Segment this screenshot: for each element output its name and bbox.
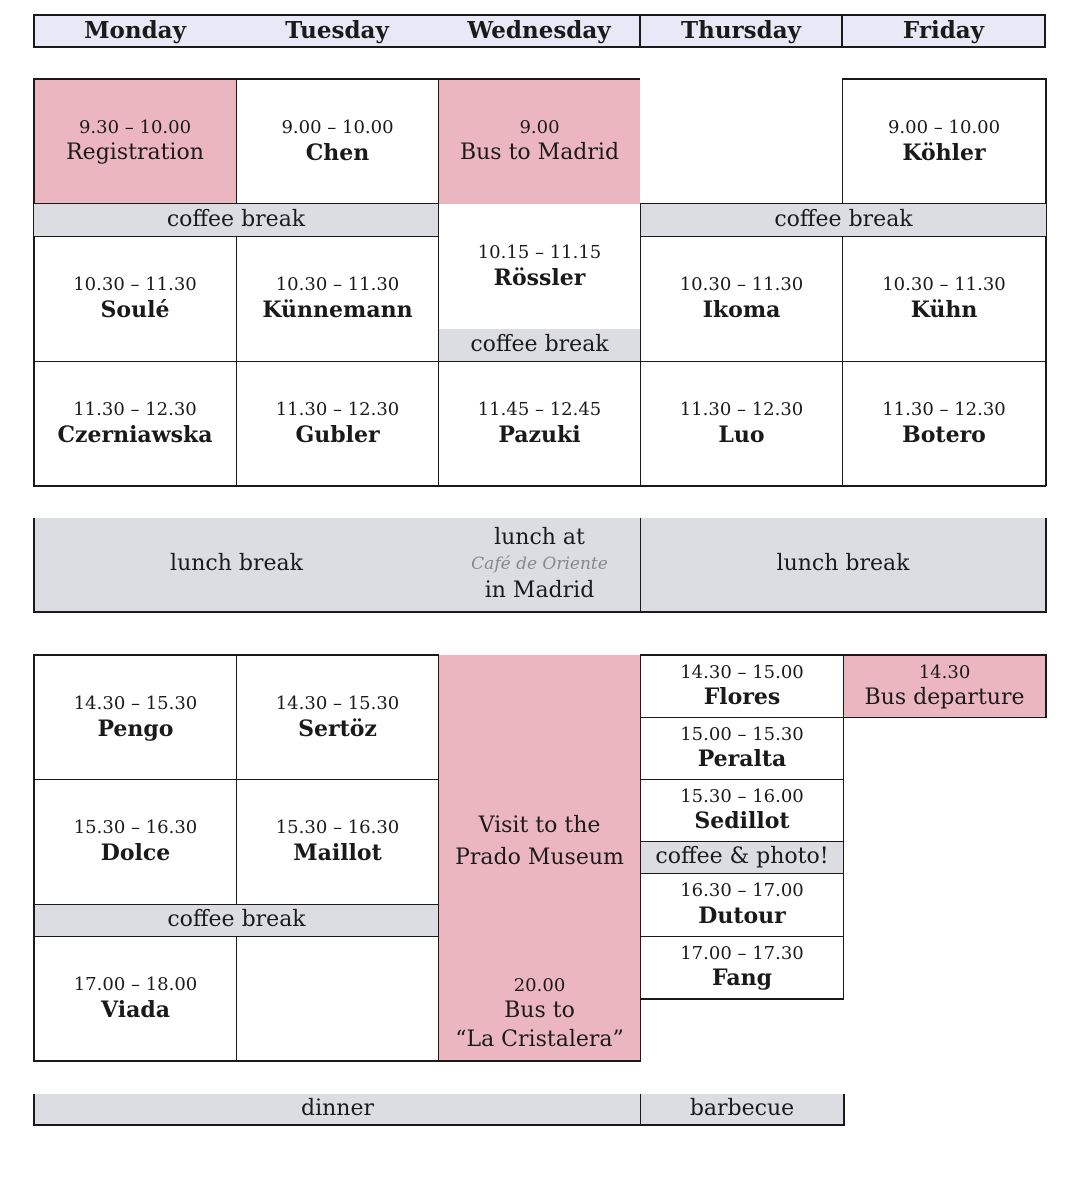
session-wed-3: [439, 362, 640, 485]
session-time: 10.15 – 11.15: [477, 241, 602, 263]
cafe-name: Café de Oriente: [471, 554, 608, 575]
coffee-photo-label: coffee & photo!: [641, 842, 843, 873]
session-mon-2: [34, 237, 236, 361]
grid-line: [1045, 78, 1047, 486]
session-tue-5: [237, 780, 438, 904]
day-header-friday: Friday: [902, 17, 985, 45]
speaker-name: Ikoma: [702, 297, 781, 324]
session-time: 11.30 – 12.30: [73, 398, 197, 420]
session-time: 15.30 – 16.00: [680, 785, 804, 807]
header-divider: [639, 14, 641, 48]
session-thu-8: [641, 937, 843, 998]
grid-line: [236, 936, 237, 1062]
speaker-name: Köhler: [902, 140, 986, 167]
session-time: 14.30 – 15.30: [275, 692, 400, 714]
session-time: 15.00 – 15.30: [680, 723, 804, 745]
lunch-line-1: lunch at: [494, 525, 585, 551]
speaker-name: Peralta: [697, 746, 787, 772]
speaker-name: Fang: [711, 965, 773, 991]
session-time: 10.30 – 11.30: [275, 274, 400, 295]
day-header-tuesday: Tuesday: [285, 17, 389, 45]
session-time: 14.30 – 15.00: [680, 661, 804, 683]
session-thu-3: [641, 362, 842, 485]
bus-departure: [844, 656, 1045, 717]
bus-to-la-cristalera: [439, 968, 640, 1060]
session-mon-6: [35, 937, 236, 1060]
lunch-line-3: in Madrid: [484, 577, 595, 603]
grid-line: [640, 998, 844, 1000]
session-time: 15.30 – 16.30: [275, 817, 400, 838]
speaker-name: Flores: [703, 684, 781, 710]
session-thu-2: [641, 237, 842, 361]
session-thu-5: [641, 718, 843, 779]
speaker-name: Viada: [101, 996, 170, 1023]
grid-line: [33, 611, 1047, 613]
header-divider: [841, 14, 843, 48]
coffee-break-label: coffee break: [34, 204, 438, 236]
prado-visit: [439, 780, 640, 904]
session-time: 14.30 – 15.30: [73, 692, 198, 714]
session-fri-1: [843, 80, 1045, 204]
grid-line: [33, 1124, 845, 1126]
session-fri-2: [843, 237, 1045, 361]
coffee-break-label: coffee break: [35, 905, 438, 936]
session-event: Bus departure: [864, 685, 1025, 710]
bus-line-1: Bus to: [504, 998, 575, 1024]
speaker-name: Dutour: [698, 902, 786, 929]
session-time: 9.30 – 10.00: [78, 117, 192, 138]
grid-line: [33, 1060, 640, 1062]
session-wed-1: [439, 80, 640, 204]
session-time: 17.00 – 18.00: [73, 973, 198, 995]
speaker-name: Pazuki: [498, 421, 581, 448]
session-time: 11.45 – 12.45: [477, 398, 602, 420]
speaker-name: Sertöz: [298, 715, 377, 742]
session-time: 14.30: [918, 661, 971, 683]
session-mon-5: [35, 780, 236, 904]
grid-line: [1045, 518, 1047, 612]
speaker-name: Künnemann: [262, 297, 413, 324]
session-time: 11.30 – 12.30: [882, 398, 1006, 420]
lunch-break-mon-tue: lunch break: [170, 551, 303, 577]
session-thu-7: [641, 874, 843, 936]
session-tue-1: [237, 80, 438, 204]
speaker-name: Sedillot: [694, 808, 790, 834]
session-thu-4: [641, 656, 843, 717]
barbecue-label: barbecue: [689, 1095, 795, 1121]
day-header-monday: Monday: [84, 17, 186, 45]
session-time: 11.30 – 12.30: [275, 398, 400, 420]
session-mon-1: [34, 80, 236, 204]
speaker-name: Czerniawska: [57, 421, 213, 448]
session-time: 9.00: [519, 117, 560, 138]
session-tue-3: [237, 362, 438, 485]
coffee-break-label: coffee break: [641, 204, 1046, 236]
visit-line-1: Visit to the: [478, 813, 601, 839]
day-header-wednesday: Wednesday: [467, 17, 611, 45]
session-time: 10.30 – 11.30: [73, 274, 197, 295]
session-tue-4: [237, 656, 438, 779]
session-event: Registration: [66, 140, 204, 166]
speaker-name: Luo: [718, 421, 765, 448]
grid-line: [843, 717, 1047, 718]
speaker-name: Pengo: [97, 715, 174, 742]
session-tue-2: [237, 237, 438, 361]
speaker-name: Chen: [305, 140, 370, 167]
speaker-name: Dolce: [100, 840, 171, 867]
bus-line-2: “La Cristalera”: [455, 1026, 624, 1052]
session-time: 9.00 – 10.00: [281, 117, 394, 138]
grid-line: [33, 485, 1046, 487]
session-time: 9.00 – 10.00: [887, 117, 1001, 138]
session-mon-4: [35, 656, 236, 779]
session-time: 10.30 – 11.30: [882, 274, 1006, 295]
session-time: 10.30 – 11.30: [679, 274, 804, 295]
session-time: 15.30 – 16.30: [73, 817, 198, 838]
coffee-break-label: coffee break: [439, 329, 640, 361]
speaker-name: Soulé: [100, 297, 170, 324]
session-thu-6: [641, 780, 843, 841]
grid-line: [843, 1094, 845, 1125]
speaker-name: Rössler: [493, 264, 586, 291]
speaker-name: Gubler: [295, 421, 380, 448]
visit-line-2: Prado Museum: [455, 845, 624, 870]
session-wed-2: [439, 204, 640, 329]
lunch-wednesday: [439, 518, 640, 611]
session-event: Bus to Madrid: [459, 140, 620, 166]
session-time: 16.30 – 17.00: [680, 880, 804, 901]
session-mon-3: [34, 362, 236, 485]
speaker-name: Botero: [902, 421, 986, 448]
speaker-name: Kühn: [910, 297, 978, 324]
session-time: 11.30 – 12.30: [679, 398, 804, 420]
session-time: 17.00 – 17.30: [680, 942, 804, 964]
session-fri-3: [843, 362, 1045, 485]
grid-line: [1045, 654, 1047, 718]
session-time: 20.00: [513, 974, 566, 996]
speaker-name: Maillot: [293, 840, 382, 867]
dinner-label: dinner: [301, 1095, 374, 1121]
day-header-thursday: Thursday: [681, 17, 801, 45]
lunch-break-thu-fri: lunch break: [776, 551, 910, 577]
